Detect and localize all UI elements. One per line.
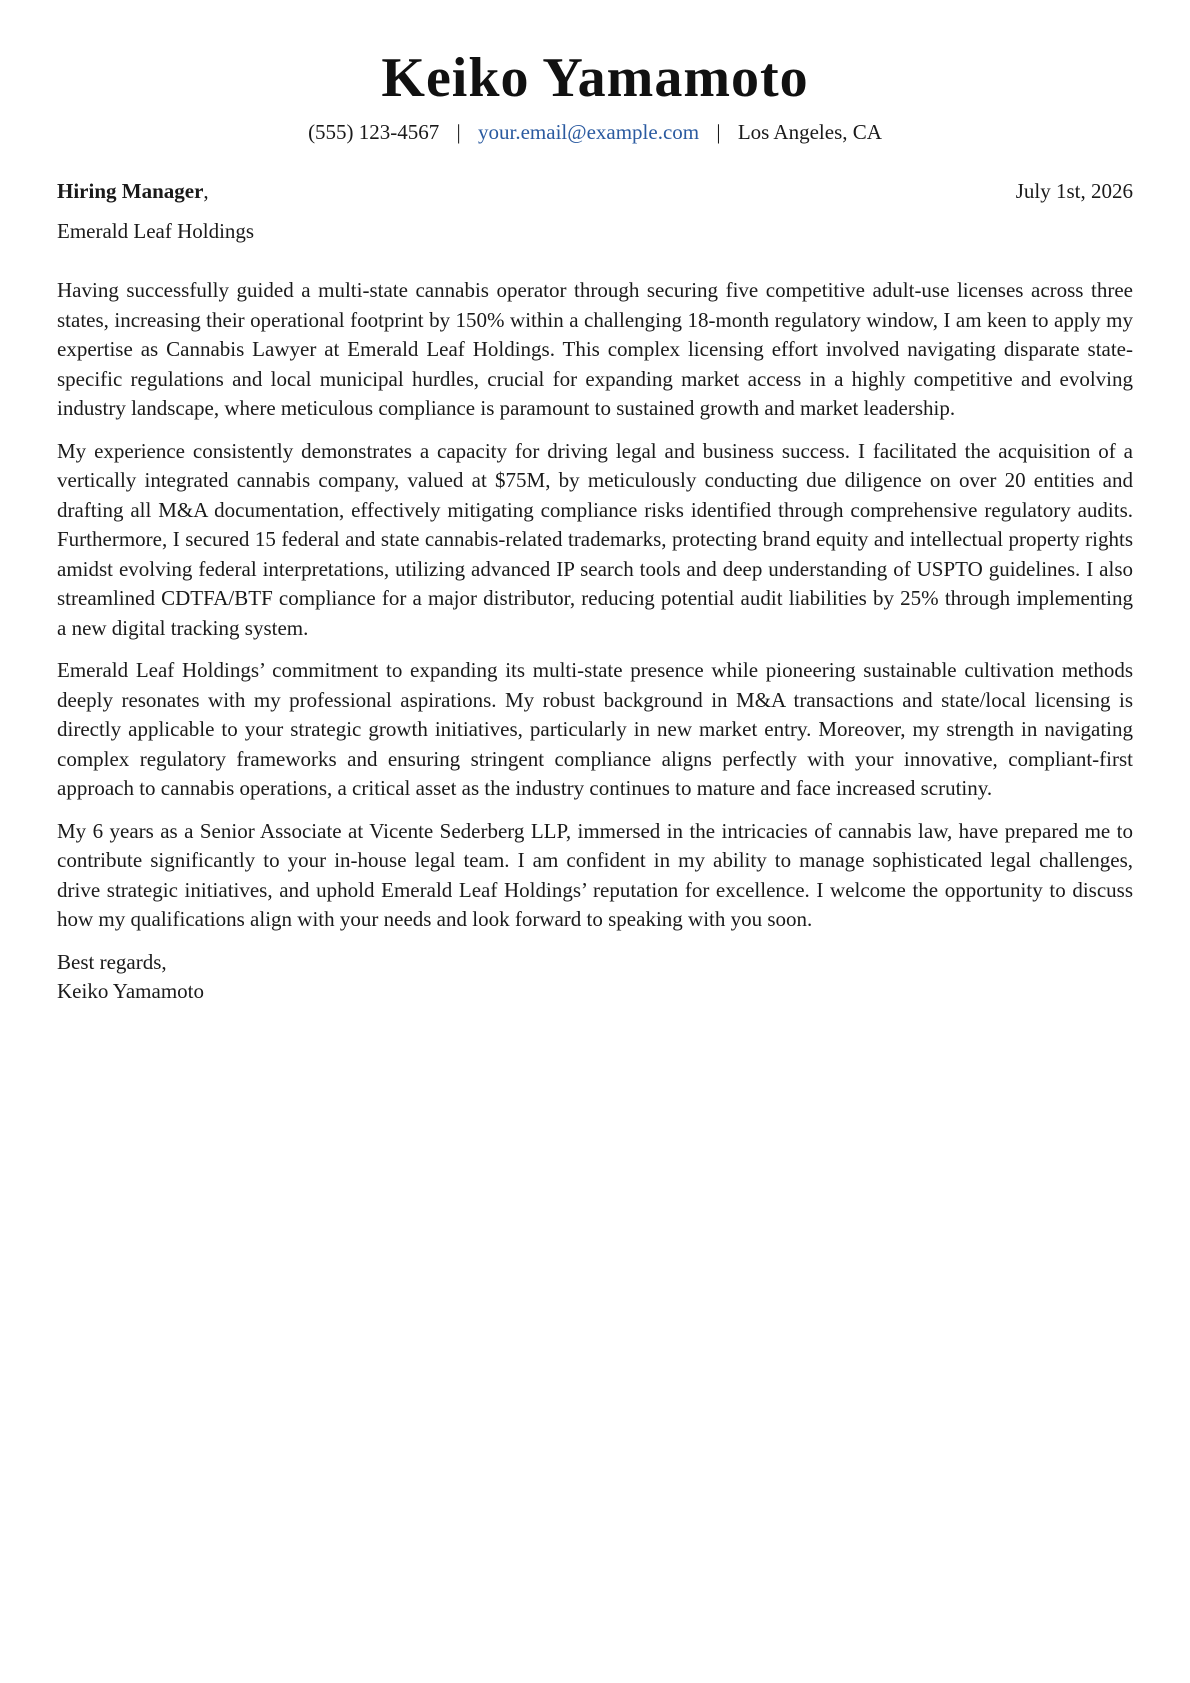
letter-body [57,276,1133,935]
recipient-title: Hiring Manager [57,179,204,203]
contact-line [57,118,1133,146]
recipient-company: Emerald Leaf Holdings [57,219,255,243]
closing-salutation: Best regards, [57,949,167,974]
phone-number: (555) 123-4567 [308,120,440,144]
email-link[interactable]: your.email@example.com [478,120,700,144]
contact-separator: | [456,120,461,144]
body-paragraph: Emerald Leaf Holdings’ commitment to expanding its multi-state presence while pioneering sustainable cultivation methods deeply resonates with my professional aspirations. My robust background in M&A transactions and state/local licensing is directly applicable to your strategic growth initiatives, particularly in new market entry. Moreover, my strength in navigating complex regulatory frameworks and ensuring stringent compliance aligns perfectly with your innovative, compliant-first approach to cannabis operations, a critical asset as the industry continues to mature and face increased scrutiny. [57,658,1133,800]
signature-name: Keiko Yamamoto [57,979,204,1003]
body-paragraph: My 6 years as a Senior Associate at Vicente Sederberg LLP, immersed in the intricacies of cannabis law, have prepared me to contribute significantly to your in-house legal team. I am confident in my ability to manage sophisticated legal challenges, drive strategic initiatives, and uphold Emerald Leaf Holdings’ reputation for excellence. I welcome the opportunity to discuss how my qualifications align with your needs and look forward to speaking with you soon. [57,818,1133,931]
recipient-title-suffix: , [203,179,209,203]
letter-closing [57,948,1133,1007]
cover-letter-page [57,0,1133,1007]
body-paragraph: Having successfully guided a multi-state cannabis operator through securing five competitive adult-use licenses across three states, increasing their operational footprint by 150% within a challenging 18-month regulatory window, I am keen to apply my expertise as Cannabis Lawyer at Emerald Leaf Holdings. This complex licensing effort involved navigating disparate state-specific regulations and local municipal hurdles, crucial for expanding market access in a highly competitive and evolving industry landscape, where meticulous compliance is paramount to sustained growth and market leadership. [57,278,1133,420]
location: Los Angeles, CA [737,120,882,144]
letter-date: July 1st, 2026 [1015,179,1133,203]
recipient-row [57,176,1133,206]
recipient-greeting [57,176,209,206]
body-paragraph: My experience consistently demonstrates a capacity for driving legal and business success. I facilitated the acquisition of a vertically integrated cannabis company, valued at $75M, by meticulously conducting due diligence on over 20 entities and drafting all M&A documentation, effectively mitigating compliance risks identified through comprehensive regulatory audits. Furthermore, I secured 15 federal and state cannabis-related trademarks, protecting brand equity and intellectual property rights amidst evolving federal interpretations, utilizing advanced IP search tools and deep understanding of USPTO guidelines. I also streamlined CDTFA/BTF compliance for a major distributor, reducing potential audit liabilities by 25% through implementing a new digital tracking system. [57,438,1133,640]
contact-separator: | [716,120,721,144]
applicant-name: Keiko Yamamoto [381,47,809,109]
